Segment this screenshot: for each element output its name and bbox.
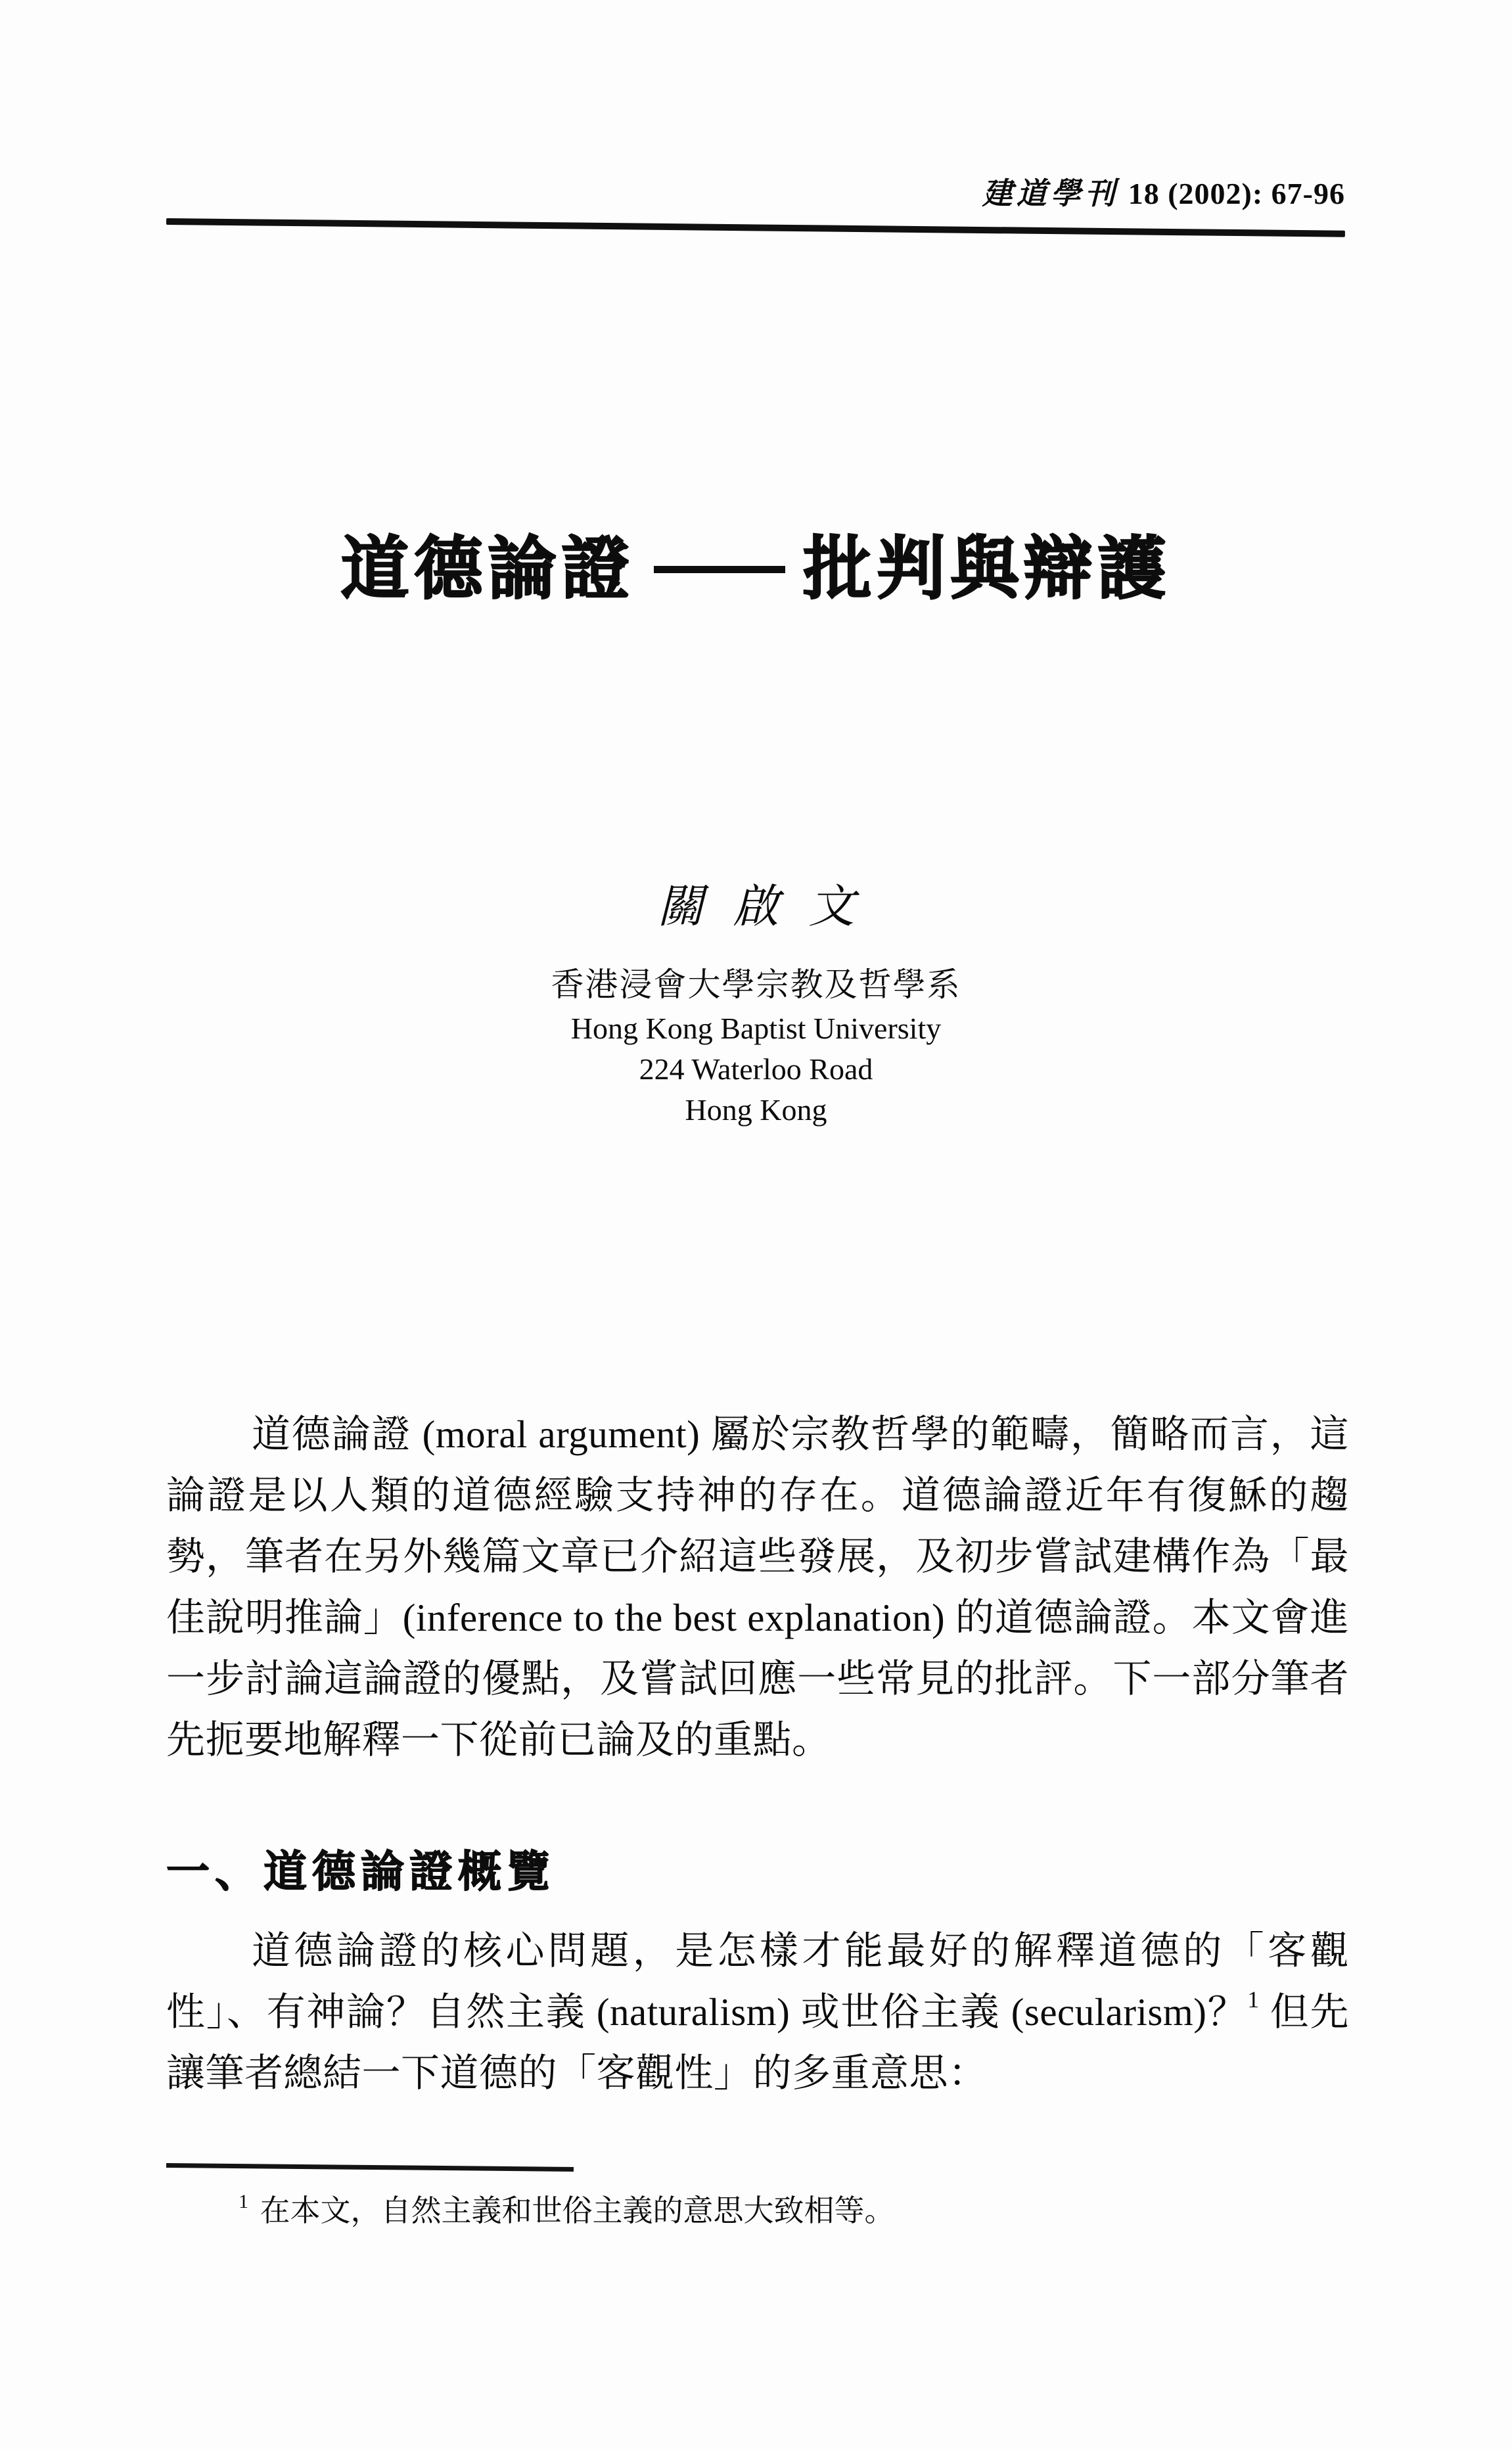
footnote-text: 在本文，自然主義和世俗主義的意思大致相等。 — [252, 2194, 895, 2227]
journal-issue: 18 (2002): 67-96 — [1128, 177, 1345, 210]
article-title — [0, 530, 1512, 609]
footnote-rule — [166, 2163, 574, 2172]
author-name: 關啟文 — [657, 882, 884, 933]
intro-paragraph: 道德論證 (moral argument) 屬於宗教哲學的範疇，簡略而言，這論證是以人類的道德經驗支持神的存在。道德論證近年有復穌的趨勢，筆者在另外幾篇文章已介紹這些發展，及初步嘗試建構作為「最佳說明推論」(inference to the best explanation) 的道德論證。本文會進一步討論這論證的優點，及嘗試回應一些常見的批評。下一部分筆者先扼要地解釋一下從前已論及的重點。 — [166, 1412, 1349, 1761]
section-paragraph — [166, 1921, 1349, 2104]
affiliation-university: Hong Kong Baptist University — [570, 1012, 942, 1045]
section-paragraph-text-after: 但先讓筆者總結一下道德的「客觀性」的多重意思： — [166, 1990, 1349, 2095]
section-heading: 一、道德論證概覽 — [166, 1847, 555, 1896]
article-title-right: 批判與辯護 — [803, 531, 1172, 607]
footnote-ref-1: 1 — [1247, 1986, 1260, 2013]
section-paragraph-text: 道德論證的核心問題，是怎樣才能最好的解釋道德的「客觀性」、有神論？自然主義 (naturalism) 或世俗主義 (secularism)？ — [166, 1929, 1349, 2034]
header-rule — [166, 218, 1345, 237]
journal-name: 建道學刊 — [982, 177, 1119, 210]
journal-header — [166, 175, 1345, 213]
affiliation-address: 224 Waterloo Road — [639, 1052, 873, 1086]
title-dash — [654, 566, 785, 573]
affiliation-city: Hong Kong — [685, 1093, 827, 1127]
footnote-marker: 1 — [239, 2190, 248, 2212]
affiliation-department: 香港浸會大學宗教及哲學系 — [551, 966, 961, 1003]
article-title-left: 道德論證 — [340, 531, 635, 607]
affiliation-block — [0, 1008, 1512, 1131]
footnote — [166, 2190, 1323, 2232]
